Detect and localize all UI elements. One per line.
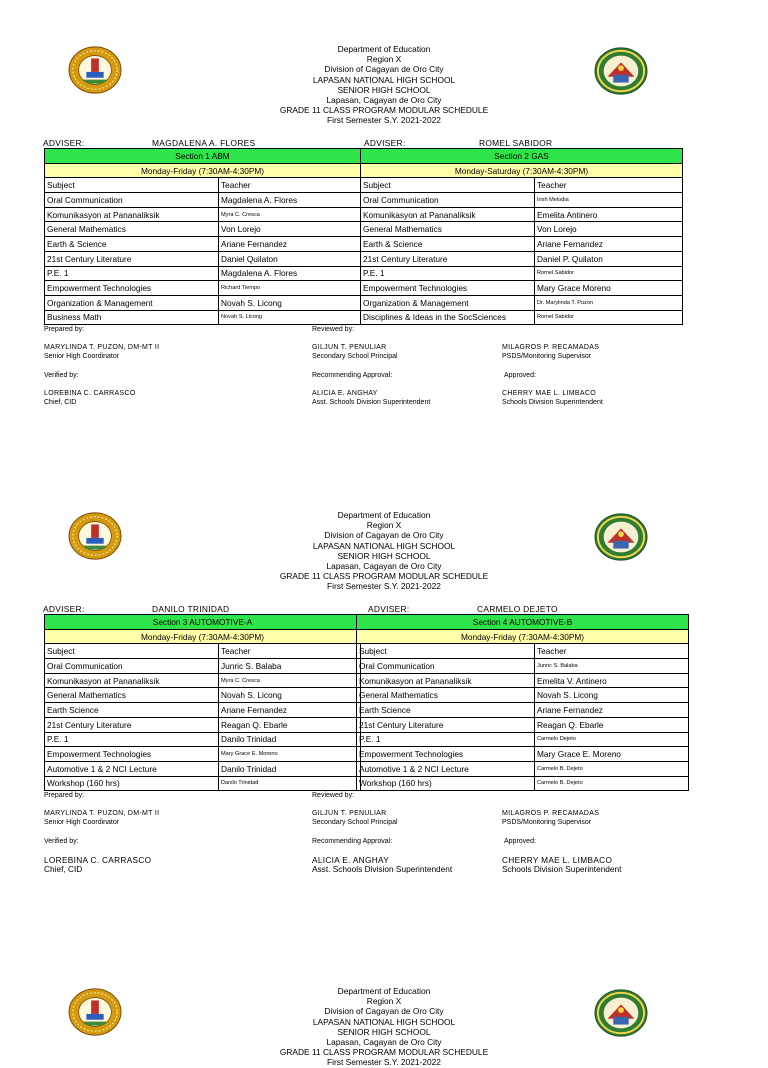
subject-cell: Empowerment Technologies: [357, 747, 535, 762]
subject-cell: P.E. 1: [45, 732, 219, 747]
teacher-cell: Novah S. Licong: [219, 310, 361, 325]
table-row: [361, 281, 683, 296]
header-line: First Semester S.Y. 2021-2022: [327, 581, 441, 592]
teacher-cell: Danilo Trinidad: [219, 732, 361, 747]
adviser-label-right: ADVISER:: [368, 604, 410, 614]
table-row: [361, 310, 683, 325]
section-title: Section 1 ABM: [45, 149, 361, 164]
supervisor-title-text: PSDS/Monitoring Supervisor: [502, 818, 592, 826]
header-line: LAPASAN NATIONAL HIGH SCHOOL: [312, 74, 456, 85]
table-row: [45, 281, 361, 296]
principal-title-text: Secondary School Principal: [312, 818, 398, 826]
header-line: GRADE 11 CLASS PROGRAM MODULAR SCHEDULE: [279, 571, 489, 582]
principal-name-text: GILJUN T. PENULIAR: [312, 344, 387, 351]
subject-cell: Empowerment Technologies: [45, 747, 219, 762]
asds-title: [312, 399, 430, 408]
sds-title: [502, 399, 603, 408]
table-row: [361, 237, 683, 252]
schedule-table-right: [360, 148, 683, 325]
teacher-header: Teacher: [535, 178, 683, 193]
supervisor-title-text: PSDS/Monitoring Supervisor: [502, 352, 592, 360]
asds-name-text: ALICIA E. ANGHAY: [312, 855, 390, 865]
verified-label-text: Verified by:: [44, 838, 79, 845]
subject-cell: Workshop (160 hrs): [45, 776, 219, 791]
coordinator-title: [44, 353, 119, 362]
verified-label: [44, 838, 79, 847]
supervisor-name-text: MILAGROS P. RECAMADAS: [502, 344, 600, 351]
document-header: [0, 44, 768, 126]
subject-cell: 21st Century Literature: [357, 717, 535, 732]
asds-name-text: ALICIA E. ANGHAY: [312, 390, 378, 397]
adviser-name-left: MAGDALENA A. FLORES: [152, 138, 256, 148]
table-row: [361, 193, 683, 208]
table-row: [361, 266, 683, 281]
principal-name: [312, 810, 387, 819]
schedule-days: Monday-Saturday (7:30AM-4:30PM): [361, 163, 683, 178]
schedule-days: Monday-Friday (7:30AM-4:30PM): [45, 163, 361, 178]
teacher-cell: Ariane Fernandez: [535, 237, 683, 252]
subject-cell: General Mathematics: [45, 222, 219, 237]
cid-name-text: LOREBINA C. CARRASCO: [44, 390, 136, 397]
teacher-cell: Junric S. Balaba: [535, 659, 689, 674]
teacher-cell: Myra C. Cresca: [219, 673, 361, 688]
cid-title: [44, 865, 82, 875]
coordinator-name-text: MARYLINDA T. PUZON, DM-MT II: [44, 810, 160, 817]
header-line: SENIOR HIGH SCHOOL: [337, 84, 431, 95]
teacher-cell: Von Lorejo: [219, 222, 361, 237]
teacher-header: Teacher: [219, 644, 361, 659]
table-row: [45, 776, 361, 791]
reviewed-label-text: Reviewed by:: [312, 792, 355, 799]
teacher-cell: Emelita Antinero: [535, 207, 683, 222]
subject-cell: General Mathematics: [357, 688, 535, 703]
prepared-label: [44, 792, 84, 801]
teacher-cell: Ariane Fernandez: [219, 703, 361, 718]
table-row: [361, 295, 683, 310]
coordinator-title: [44, 819, 119, 828]
table-row: [357, 761, 689, 776]
teacher-cell: Von Lorejo: [535, 222, 683, 237]
teacher-cell: Novah S. Licong: [535, 688, 689, 703]
verified-label-text: Verified by:: [44, 372, 79, 379]
asds-title-text: Asst. Schools Division Superintendent: [312, 864, 453, 874]
teacher-cell: Reagan Q. Ebarle: [219, 717, 361, 732]
approved-label: [504, 372, 536, 381]
document-header: [0, 510, 768, 592]
table-row: [45, 207, 361, 222]
subject-cell: P.E. 1: [357, 732, 535, 747]
teacher-cell: Junric S. Balaba: [219, 659, 361, 674]
subject-cell: Organization & Management: [45, 295, 219, 310]
adviser-label-left: ADVISER:: [43, 138, 85, 148]
supervisor-title: [502, 353, 591, 362]
recommending-label-text: Recommending Approval:: [312, 838, 393, 845]
teacher-cell: Danilo Trinidad: [219, 761, 361, 776]
schedule-days: Monday-Friday (7:30AM-4:30PM): [357, 629, 689, 644]
schedule-days: Monday-Friday (7:30AM-4:30PM): [45, 629, 361, 644]
approved-label: [504, 838, 536, 847]
sds-title-text: Schools Division Superintendent: [502, 864, 622, 874]
header-line: Lapasan, Cagayan de Oro City: [326, 95, 442, 106]
document-header: [0, 986, 768, 1068]
subject-cell: Komunikasyon at Pananaliksik: [361, 207, 535, 222]
recommending-label: [312, 838, 392, 847]
table-row: [357, 703, 689, 718]
header-line: Department of Education: [337, 986, 431, 996]
subject-cell: Oral Communication: [357, 659, 535, 674]
subject-cell: Disciplines & Ideas in the SocSciences: [361, 310, 535, 325]
table-row: [45, 673, 361, 688]
teacher-cell: Novah S. Licong: [219, 688, 361, 703]
subject-cell: P.E. 1: [45, 266, 219, 281]
header-line: Division of Cagayan de Oro City: [324, 64, 444, 75]
prepared-label: [44, 326, 84, 335]
subject-header: Subject: [45, 644, 219, 659]
teacher-cell: Magdalena A. Flores: [219, 193, 361, 208]
table-row: [357, 688, 689, 703]
teacher-cell: Romel Sabidor: [535, 266, 683, 281]
subject-cell: Oral Communication: [361, 193, 535, 208]
cid-title-text: Chief, CID: [44, 398, 77, 406]
sds-name-text: CHERRY MAE L. LIMBACO: [502, 855, 613, 865]
teacher-cell: Ariane Fernandez: [535, 703, 689, 718]
reviewed-label-text: Reviewed by:: [312, 326, 355, 333]
header-line: First Semester S.Y. 2021-2022: [327, 115, 441, 126]
teacher-header: Teacher: [535, 644, 689, 659]
asds-name: [312, 390, 378, 399]
teacher-cell: Irish Melodia: [535, 193, 683, 208]
teacher-cell: Carmelo B. Dejeto: [535, 761, 689, 776]
teacher-cell: Daniel Quilaton: [219, 251, 361, 266]
section-title: Section 3 AUTOMOTIVE-A: [45, 615, 361, 630]
teacher-cell: Reagan Q. Ebarle: [535, 717, 689, 732]
subject-cell: Oral Communication: [45, 659, 219, 674]
subject-cell: Automotive 1 & 2 NCI Lecture: [45, 761, 219, 776]
subject-cell: 21st Century Literature: [45, 251, 219, 266]
teacher-cell: Dr. Marylinda T. Puzon: [535, 295, 683, 310]
teacher-cell: Mary Grace E. Moreno: [535, 747, 689, 762]
section-title: Section 4 AUTOMOTIVE-B: [357, 615, 689, 630]
header-line: LAPASAN NATIONAL HIGH SCHOOL: [312, 1016, 456, 1027]
subject-cell: Earth & Science: [361, 237, 535, 252]
sds-name: [502, 390, 596, 399]
subject-cell: General Mathematics: [361, 222, 535, 237]
table-row: [357, 659, 689, 674]
asds-title: [312, 865, 452, 875]
table-row: [45, 266, 361, 281]
table-row: [357, 732, 689, 747]
coordinator-name: [44, 810, 159, 819]
teacher-cell: Mary Grace E. Moreno: [219, 747, 361, 762]
subject-cell: Komunikasyon at Pananaliksik: [357, 673, 535, 688]
subject-cell: General Mathematics: [45, 688, 219, 703]
subject-cell: P.E. 1: [361, 266, 535, 281]
subject-cell: 21st Century Literature: [45, 717, 219, 732]
reviewed-label: [312, 792, 354, 801]
teacher-cell: Mary Grace Moreno: [535, 281, 683, 296]
teacher-header: Teacher: [219, 178, 361, 193]
table-row: [45, 193, 361, 208]
subject-cell: 21st Century Literature: [361, 251, 535, 266]
header-line: GRADE 11 CLASS PROGRAM MODULAR SCHEDULE: [279, 1047, 489, 1058]
table-row: [45, 703, 361, 718]
table-row: [45, 747, 361, 762]
header-line: Lapasan, Cagayan de Oro City: [326, 561, 442, 572]
teacher-cell: Magdalena A. Flores: [219, 266, 361, 281]
principal-title-text: Secondary School Principal: [312, 352, 398, 360]
subject-cell: Earth Science: [357, 703, 535, 718]
sds-name-text: CHERRY MAE L. LIMBACO: [502, 390, 596, 397]
table-row: [45, 310, 361, 325]
teacher-cell: Novah S. Licong: [219, 295, 361, 310]
asds-title-text: Asst. Schools Division Superintendent: [312, 398, 431, 406]
subject-header: Subject: [357, 644, 535, 659]
teacher-cell: Romel Sabidor: [535, 310, 683, 325]
adviser-label-left: ADVISER:: [43, 604, 85, 614]
approved-label-text: Approved:: [504, 372, 536, 379]
recommending-label-text: Recommending Approval:: [312, 372, 393, 379]
header-line: SENIOR HIGH SCHOOL: [337, 550, 431, 561]
table-row: [357, 717, 689, 732]
adviser-name-right: CARMELO DEJETO: [477, 604, 558, 614]
header-line: Division of Cagayan de Oro City: [324, 530, 444, 541]
section-title: Section 2 GAS: [361, 149, 683, 164]
header-line: SENIOR HIGH SCHOOL: [337, 1026, 431, 1037]
subject-cell: Komunikasyon at Pananaliksik: [45, 673, 219, 688]
table-row: [357, 776, 689, 791]
header-line: Department of Education: [337, 44, 431, 54]
adviser-name-right: ROMEL SABIDOR: [479, 138, 553, 148]
subject-cell: Workshop (160 hrs): [357, 776, 535, 791]
teacher-cell: Danilo Trinidad: [219, 776, 361, 791]
table-row: [45, 688, 361, 703]
subject-cell: Earth & Science: [45, 237, 219, 252]
table-row: [45, 237, 361, 252]
table-row: [361, 222, 683, 237]
cid-title-text: Chief, CID: [44, 864, 83, 874]
subject-cell: Automotive 1 & 2 NCI Lecture: [357, 761, 535, 776]
subject-header: Subject: [45, 178, 219, 193]
header-line: Region X: [366, 520, 402, 531]
adviser-label-right: ADVISER:: [364, 138, 406, 148]
principal-title: [312, 353, 398, 362]
coordinator-name-text: MARYLINDA T. PUZON, DM-MT II: [44, 344, 160, 351]
teacher-cell: Emelita V. Antinero: [535, 673, 689, 688]
teacher-cell: Richard Tiempo: [219, 281, 361, 296]
cid-name: [44, 390, 136, 399]
recommending-label: [312, 372, 392, 381]
sds-title-text: Schools Division Superintendent: [502, 398, 603, 406]
header-line: Division of Cagayan de Oro City: [324, 1006, 444, 1017]
subject-cell: Empowerment Technologies: [361, 281, 535, 296]
cid-name-text: LOREBINA C. CARRASCO: [44, 855, 152, 865]
subject-cell: Business Math: [45, 310, 219, 325]
subject-cell: Komunikasyon at Pananaliksik: [45, 207, 219, 222]
subject-cell: Empowerment Technologies: [45, 281, 219, 296]
subject-cell: Organization & Management: [361, 295, 535, 310]
header-line: Region X: [366, 996, 402, 1007]
supervisor-title: [502, 819, 591, 828]
sds-title: [502, 865, 621, 875]
supervisor-name: [502, 344, 599, 353]
header-line: First Semester S.Y. 2021-2022: [327, 1057, 441, 1068]
coordinator-title-text: Senior High Coordinator: [44, 352, 120, 360]
header-line: GRADE 11 CLASS PROGRAM MODULAR SCHEDULE: [279, 105, 489, 116]
principal-name: [312, 344, 387, 353]
supervisor-name: [502, 810, 599, 819]
table-row: [45, 761, 361, 776]
table-row: [45, 222, 361, 237]
table-row: [45, 717, 361, 732]
principal-name-text: GILJUN T. PENULIAR: [312, 810, 387, 817]
teacher-cell: Daniel P. Quilaton: [535, 251, 683, 266]
teacher-cell: Carmelo Dejeto: [535, 732, 689, 747]
table-row: [45, 659, 361, 674]
cid-title: [44, 399, 76, 408]
teacher-cell: Ariane Fernandez: [219, 237, 361, 252]
table-row: [45, 251, 361, 266]
subject-header: Subject: [361, 178, 535, 193]
table-row: [361, 251, 683, 266]
coordinator-name: [44, 344, 159, 353]
header-line: Department of Education: [337, 510, 431, 520]
verified-label: [44, 372, 79, 381]
teacher-cell: Carmelo B. Dejeto: [535, 776, 689, 791]
schedule-table-right: [356, 614, 689, 791]
header-line: Lapasan, Cagayan de Oro City: [326, 1037, 442, 1048]
schedule-table-left: [44, 148, 361, 325]
adviser-name-left: DANILO TRINIDAD: [152, 604, 230, 614]
supervisor-name-text: MILAGROS P. RECAMADAS: [502, 810, 600, 817]
table-row: [357, 673, 689, 688]
header-line: Region X: [366, 54, 402, 65]
principal-title: [312, 819, 398, 828]
table-row: [361, 207, 683, 222]
subject-cell: Earth Science: [45, 703, 219, 718]
table-row: [357, 747, 689, 762]
approved-label-text: Approved:: [504, 838, 536, 845]
schedule-table-left: [44, 614, 361, 791]
teacher-cell: Myra C. Cresca: [219, 207, 361, 222]
table-row: [45, 295, 361, 310]
coordinator-title-text: Senior High Coordinator: [44, 818, 120, 826]
prepared-label-text: Prepared by:: [44, 792, 85, 799]
prepared-label-text: Prepared by:: [44, 326, 85, 333]
subject-cell: Oral Communication: [45, 193, 219, 208]
reviewed-label: [312, 326, 354, 335]
table-row: [45, 732, 361, 747]
header-line: LAPASAN NATIONAL HIGH SCHOOL: [312, 540, 456, 551]
